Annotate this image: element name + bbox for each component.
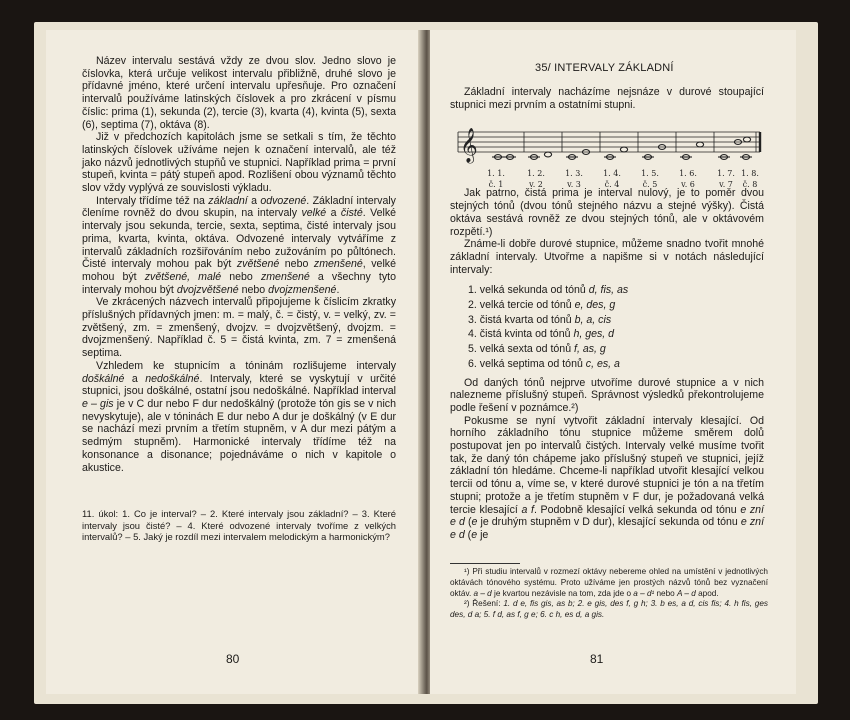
- paragraph: Základní intervaly nacházíme nejsnáze v durové stoupající stupnici mezi prvním a ostatními stupni.: [450, 86, 764, 111]
- interval-label: v. 6: [681, 180, 695, 189]
- paragraph: Již v předchozích kapitolách jsme se setkali s tím, že těchto latinských číslovek užíváme nejen k označení intervalů, ale též jako názvů jednotlivých stupňů ve stupnici. Například prima = první stupeň, kvinta = pátý stupeň apod. Rozlišení obou významů těchto slov vždy vyplývá ze souvislosti výkladu.: [82, 131, 396, 195]
- paragraph: Pokusme se nyní vytvořit základní intervaly klesající. Od horního základního tónu stupnice můžeme směrem dolů postupovat jen po intervalů čistých. Intervaly velké musíme tvořit tak, že daný tón chápeme jako příslušný stupeň ve stupnici, jejíž základní tón hledáme. Chceme-li například utvořit klesající velkou tercii od tónu a, víme se, v které durové stupnici je tón a na třetím stupni; protože a je třetím stupněm v F dur, je požadovaná velká tercie klesající a f. Podobně klesající velká sekunda od tónu e zní e d (e je druhým stupněm v D dur), klesající sekunda od tónu e zní e d (e je: [450, 414, 765, 541]
- list-item: 3. čistá kvarta od tónů b, a, cis: [468, 313, 612, 326]
- interval-number: 1. 5.: [641, 169, 659, 178]
- list-item: 4. čistá kvinta od tónů h, ges, d: [468, 328, 615, 341]
- left-body: [82, 55, 396, 474]
- paragraph: Od daných tónů nejprve utvoříme durové stupnice a v nich nalezneme příslušný stupeň. Správnost výsledků překontrolujeme podle řešení v poznámce.²): [450, 376, 764, 414]
- right-body: [450, 86, 764, 542]
- chapter-title: 35/ INTERVALY ZÁKLADNÍ: [535, 62, 674, 74]
- right-page: [430, 30, 796, 694]
- paragraph: Známe-li dobře durové stupnice, můžeme snadno tvořit mnohé základní intervaly. Utvořme a napišme si v notách následující intervaly:: [450, 238, 764, 276]
- interval-label: č. 4: [604, 180, 620, 189]
- footnote: ²) Řešení: 1. d e, fis gis, as b; 2. e gis, des f, g h; 3. b es, a d, cis fis; 4. h fis, ges des, d a; 5. f d, as f, g e; 6. c h, es d, a gis.: [450, 599, 768, 620]
- exercise-questions: 11. úkol: 1. Co je interval? – 2. Které intervaly jsou základní? – 3. Které intervaly jsou čisté? – 4. Které odvozené intervaly tvoříme z velkých intervalů? – 5. Jaký je rozdíl mezi intervalem melodickým a harmonickým?: [82, 508, 396, 543]
- paragraph: Vzhledem ke stupnicím a tóninám rozlišujeme intervaly doškálné a nedoškálné. Intervaly, které se vyskytují v určité stupnici, jsou doškálné, ostatní jsou nedoškálné. Například interval e – gis je v C dur nebo F dur nedoškálný (protože tón gis se v nich nevyskytuje), ale v tóninách E dur nebo A dur je doškálný (v E dur se nachází mezi prvním a třetím stupněm, v A dur mezi pátým a sedmým stupněm). Harmonické intervaly třídíme též na konsonance a disonance; pojednáváme o nich v kapitole o akustice.: [82, 359, 396, 474]
- page-number: 81: [590, 652, 604, 666]
- interval-label: č. 1: [488, 180, 504, 189]
- interval-label: č. 5: [642, 180, 658, 189]
- interval-number: 1. 7.: [717, 169, 735, 178]
- list-item: 5. velká sexta od tónů f, as, g: [468, 343, 606, 356]
- interval-label: v. 2: [529, 180, 543, 189]
- interval-label: č. 8: [742, 180, 758, 189]
- footnote: ¹) Při studiu intervalů v rozmezí oktávy nebereme ohled na umístění v jednotlivých oktávách tónového systému. Proto užíváme jen prostých názvů tónů bez vyznačení oktáv. a – d je kvartou nezávisle na tom, zda jde o a – d¹ nebo A – d apod.: [450, 567, 768, 598]
- exercise-list: [468, 284, 764, 370]
- paragraph: Jak patrno, čistá prima je interval nulový, je to poměr dvou stejných tónů (dvou tónů stejného názvu a stejné výšky). Čistá oktáva sestává rovněž ze dvou stejných tónů, ale v oktávovém rozpětí.¹): [450, 187, 764, 238]
- interval-number: 1. 4.: [603, 169, 621, 178]
- interval-number: 1. 1.: [487, 169, 505, 178]
- interval-number: 1. 8.: [741, 169, 759, 178]
- footnote-divider: [450, 563, 520, 564]
- interval-label: v. 3: [567, 180, 581, 189]
- list-item: 2. velká tercie od tónů e, des, g: [468, 299, 616, 312]
- footnotes: [450, 567, 768, 621]
- page-number: 80: [226, 652, 240, 666]
- interval-number: 1. 3.: [565, 169, 583, 178]
- list-item: 6. velká septima od tónů c, es, a: [468, 357, 620, 370]
- paragraph: Intervaly třídíme též na základní a odvozené. Základní intervaly členíme rovněž do dvou skupin, na intervaly velké a čisté. Velké intervaly jsou sekunda, tercie, sexta, septima, čisté intervaly jsou prima, kvarta, kvinta, oktáva. Odvozené intervaly vytváříme z intervalů základních rozšiřováním nebo zužováním po půltónech. Čisté intervaly mohou pak být zvětšené nebo zmenšené, velké mohou být zvětšené, malé nebo zmenšené a všechny tyto intervaly mohou být dvojzvětšené nebo dvojzmenšené.: [82, 194, 397, 296]
- paragraph: Název intervalu sestává vždy ze dvou slov. Jedno slovo je číslovka, která určuje velikost intervalu přibližně, druhé slovo je přídavné jméno, které určení intervalu upřesňuje. Pro označení intervalů používáme latinských číslovek a pro zkrácení v písmu číslic: prima (1), sekunda (2), tercie (3), kvarta (4), kvinta (5), sexta (6), septima (7), oktáva (8).: [82, 55, 396, 131]
- list-item: 1. velká sekunda od tónů d, fis, as: [468, 284, 629, 297]
- interval-number: 1. 6.: [679, 169, 697, 178]
- left-page: [46, 30, 422, 694]
- interval-number: 1. 2.: [527, 169, 545, 178]
- paragraph: Ve zkrácených názvech intervalů připojujeme k číslicím zkratky příslušných přídavných jmen: m. = malý, č. = čistý, v. = velký, zv. = zvětšený, zm. = zmenšený, dvojzv. = dvojzvětšený, dvojzm. = dvojzmenšený. Například č. 5 = čistá kvinta, zm. 7 = zmenšená septima.: [82, 296, 396, 360]
- treble-clef-icon: 𝄞: [460, 128, 478, 163]
- interval-label: v. 7: [719, 180, 733, 189]
